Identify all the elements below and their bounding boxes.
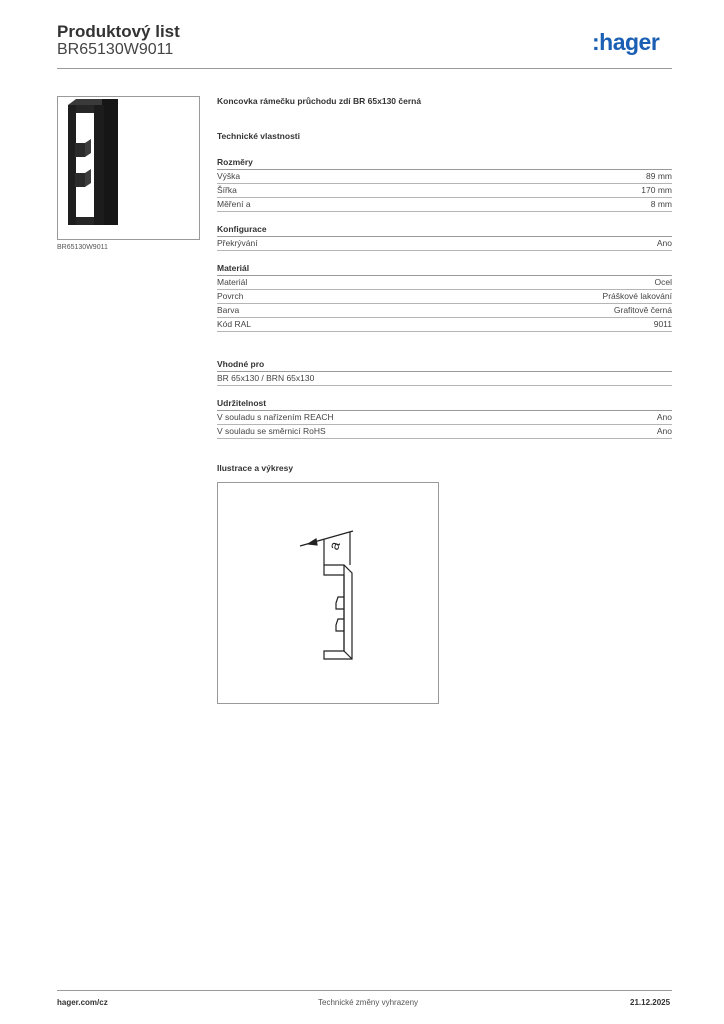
spec-row bbox=[217, 304, 672, 318]
product-code: BR65130W9011 bbox=[57, 41, 174, 58]
spec-value: 170 mm bbox=[641, 185, 672, 195]
hager-logo[interactable]: :hager bbox=[592, 29, 660, 55]
group-title: Rozměry bbox=[217, 155, 672, 170]
section-illustrations-heading: Ilustrace a výkresy bbox=[217, 463, 294, 473]
technical-drawing bbox=[217, 482, 439, 704]
section-technical-heading: Technické vlastnosti bbox=[217, 131, 300, 141]
spec-row bbox=[217, 184, 672, 198]
group-suitable-for bbox=[217, 357, 672, 386]
spec-value: 8 mm bbox=[650, 199, 672, 209]
product-image-caption: BR65130W9011 bbox=[57, 244, 108, 251]
spec-row bbox=[217, 170, 672, 184]
spec-label: V souladu s nařízením REACH bbox=[217, 412, 334, 422]
spec-label: Šířka bbox=[217, 185, 237, 195]
header-divider bbox=[57, 68, 672, 69]
spec-label: Výška bbox=[217, 171, 241, 181]
spec-label: Materiál bbox=[217, 277, 248, 287]
footer-date: 21.12.2025 bbox=[630, 998, 671, 1007]
spec-label: Překrývání bbox=[217, 238, 258, 248]
spec-value: 89 mm bbox=[646, 171, 672, 181]
spec-row bbox=[217, 372, 672, 386]
footer-divider bbox=[57, 990, 672, 991]
spec-value: 9011 bbox=[653, 319, 672, 329]
group-sustainability bbox=[217, 396, 672, 439]
spec-label: Povrch bbox=[217, 291, 244, 301]
spec-value: Práškové lakování bbox=[602, 291, 672, 301]
spec-value: Ano bbox=[656, 426, 672, 436]
group-title: Vhodné pro bbox=[217, 357, 672, 372]
spec-label: Barva bbox=[217, 305, 240, 315]
product-image bbox=[57, 96, 200, 240]
group-configuration bbox=[217, 222, 672, 251]
spec-row bbox=[217, 276, 672, 290]
dimension-label: a bbox=[325, 539, 343, 552]
spec-row bbox=[217, 198, 672, 212]
spec-row bbox=[217, 318, 672, 332]
spec-value: Ocel bbox=[654, 277, 672, 287]
spec-value: Ano bbox=[656, 412, 672, 422]
page-title: Produktový list bbox=[57, 22, 180, 41]
group-title: Konfigurace bbox=[217, 222, 672, 237]
spec-label: Kód RAL bbox=[217, 319, 252, 329]
product-render-icon bbox=[58, 97, 199, 239]
group-dimensions bbox=[217, 155, 672, 212]
product-name: Koncovka rámečku průchodu zdí BR 65x130 černá bbox=[217, 96, 422, 106]
spec-row bbox=[217, 237, 672, 251]
spec-row bbox=[217, 425, 672, 439]
end-cap-drawing-icon bbox=[218, 483, 438, 703]
group-material bbox=[217, 261, 672, 332]
spec-label: BR 65x130 / BRN 65x130 bbox=[217, 373, 315, 383]
footer-note: Technické změny vyhrazeny bbox=[318, 998, 419, 1007]
group-title: Materiál bbox=[217, 261, 672, 276]
spec-row bbox=[217, 290, 672, 304]
spec-value: Ano bbox=[656, 238, 672, 248]
spec-row bbox=[217, 411, 672, 425]
group-title: Udržitelnost bbox=[217, 396, 672, 411]
spec-label: Měření a bbox=[217, 199, 251, 209]
spec-value: Grafitově černá bbox=[613, 305, 672, 315]
footer-website-link[interactable]: hager.com/cz bbox=[57, 998, 108, 1007]
spec-label: V souladu se směrnicí RoHS bbox=[217, 426, 326, 436]
